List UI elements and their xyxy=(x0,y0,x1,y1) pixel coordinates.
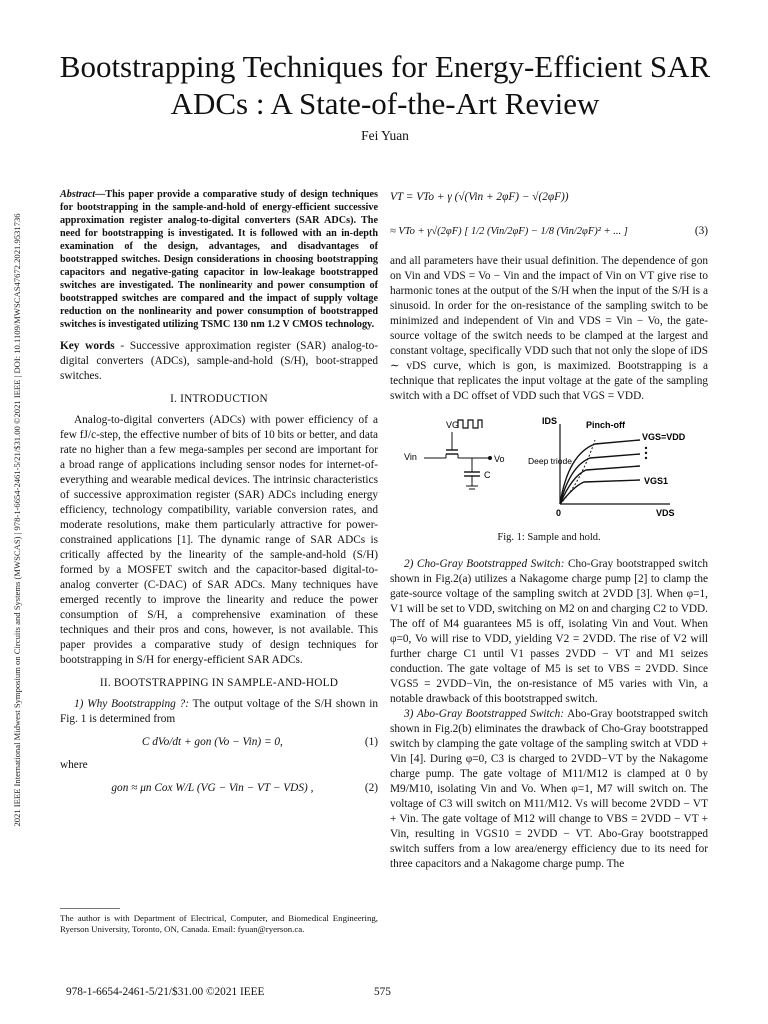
why-bootstrapping-paragraph xyxy=(60,697,378,727)
origin-label: 0 xyxy=(556,508,562,518)
author: Fei Yuan xyxy=(361,128,409,143)
paper-title xyxy=(40,48,730,122)
ids-axis-label: IDS xyxy=(542,416,558,426)
vg-label: VG xyxy=(446,420,460,430)
title-line-1: Bootstrapping Techniques for Energy-Efficient SAR xyxy=(59,49,711,84)
abo-gray-subhead: 3) Abo-Gray Bootstrapped Switch: xyxy=(404,708,565,720)
footer-copyright: 978-1-6654-2461-5/21/$31.00 ©2021 IEEE xyxy=(66,986,265,998)
iv-curve-3 xyxy=(560,466,640,504)
title-line-2: ADCs : A State-of-the-Art Review xyxy=(170,86,600,121)
abstract-lead: Abstract— xyxy=(60,189,106,200)
right-paragraph-1: and all parameters have their usual definition. The dependence of gon on Vin and VDS = Vo − Vin and the impact of Vin on VT give rise to harmonic tones at the output of the S/H when the input of the S/H is a sinusoid. In order for the on-resistance of the sampling switch to be minimized and independent of Vin and VDS = Vin − Vo, the gate-source voltage of the switch needs to be clamped at the largest and constant voltage, specifically VDD such that not only the slope of iDS ∼ vDS curve, which is gon, is maximized. Bootstrapping is a technique that replicates the input voltage at the gate of the sampling switch with a DC offset of VDD such that VGS = VDD. xyxy=(390,255,708,402)
equation-1-number: (1) xyxy=(364,736,378,748)
section-heading-bootstrapping: II. BOOTSTRAPPING IN SAMPLE-AND-HOLD xyxy=(99,677,339,689)
c-label: C xyxy=(484,470,491,480)
equation-2 xyxy=(60,781,378,796)
where-label: where xyxy=(60,759,88,771)
abo-gray-text: Abo-Gray bootstrapped switch shown in Fig.2(b) eliminates the drawback of Cho-Gray bootstrapped switch by clamping the gate voltage of the sampling switch at VDD + Vin [4]. During φ=0, C3 is charged to 2VDD−VT by the Nakagome charge pump. The gate voltage of M11/M12 is clamped at 0 by M9/M10, isolating Vin and Vo. When φ=1, M7 will switch on. The voltage of C3 will switch on M11/M12. Vs will become 2VDD − VT + Vin. The gate voltage of M12 will change to VBS = 2VDD − VT + Vin, resulting in VGS10 = 2VDD − VT. Abo-Gray bootstrapped switch suffers from a low area/energy efficiency due to its need for three capacitors and a Nakagome charge pump. The xyxy=(390,708,708,870)
pinch-off-label: Pinch-off xyxy=(586,420,625,430)
cho-gray-paragraph xyxy=(390,557,708,707)
abstract xyxy=(60,188,378,331)
equation-3-line-2 xyxy=(390,214,708,248)
section-heading-introduction: I. INTRODUCTION xyxy=(170,393,268,405)
iv-curve-1 xyxy=(560,440,640,504)
vgs-vdd-label: VGS=VDD xyxy=(642,432,686,442)
keywords-label: Key words xyxy=(60,340,115,352)
ellipsis-dot-3 xyxy=(645,457,647,459)
figure-1 xyxy=(390,414,708,526)
equation-1 xyxy=(60,735,378,750)
equation-3-line-1 xyxy=(390,180,708,214)
equation-3-line-2-text: ≈ VTo + γ√(2φF) [ 1/2 (Vin/2φF) − 1/8 (Vin/2φF)² + ... ] xyxy=(390,225,628,237)
keywords xyxy=(60,339,378,384)
figure-1-diagram xyxy=(390,414,708,526)
footnote-rule xyxy=(60,908,120,909)
equation-3 xyxy=(390,180,708,248)
left-column xyxy=(60,188,378,804)
why-bootstrapping-text: The output voltage of the S/H shown in Fig. 1 is determined from xyxy=(60,698,378,725)
ellipsis-dot-1 xyxy=(645,447,647,449)
iv-curve-2 xyxy=(560,454,640,504)
equation-3-line-1-text: VT = VTo + γ (√(Vin + 2φF) − √(2φF)) xyxy=(390,190,569,203)
intro-paragraph: Analog-to-digital converters (ADCs) with power efficiency of a few fJ/c-step, the effective number of bits of 10 bits or better, and data rate no higher than a few mega-samples per second are important for a broad range of applications including sensor nodes for internet-of-everything and wearable medical devices. The intrinsic characteristics of successive approximation register (SAR) ADCs including energy efficiency, technology compatibility, variable conversion rates, and moderate resolutions, make them particularly attractive for power-constrained applications [1]. The dynamic range of SAR ADCs is critically affected by the linearity of the sample-and-hold (S/H) formed by a MOSFET switch and the capacitor-based digital-to-analog converter (C-DAC) of SAR ADCs. Many techniques have emerged recently to improve the linearity and reduce the power consumption of S/H, a comprehensive examination of these techniques and their pros and cons, however, is not available. This paper provides a comparative study of design techniques for bootstrapping in S/H for energy-efficient SAR ADCs. xyxy=(60,414,378,666)
vds-axis-label: VDS xyxy=(656,508,675,518)
vo-label: Vo xyxy=(494,454,505,464)
output-node xyxy=(488,456,492,460)
iv-curve-4 xyxy=(560,480,640,504)
cho-gray-text: Cho-Gray bootstrapped switch shown in Fig.2(a) utilizes a Nakagome charge pump [2] to clamp the gate-source voltage of the sampling switch at 2VDD [3]. When φ=1, V1 will be set to VDD, switching on M2 on and charging C2 to VDD. The off of M4 guarantees M5 is off, isolating Vin and Vout. When φ=0, Vo will rise to VDD, yielding V2 = 2VDD. The rise of V2 will further charge C1 until V1 passes 2VDD − VT and M1 seizes conduction. The gate voltage of M5 is set to VBS = 2VDD. Since VGS5 = 2VDD−Vin, the on-resistance of M5 varies with Vin, a notable drawback of this bootstrapped switch. xyxy=(390,558,708,705)
figure-1-caption: Fig. 1: Sample and hold. xyxy=(497,532,601,543)
equation-2-number: (2) xyxy=(364,782,378,794)
vin-label: Vin xyxy=(404,452,417,462)
equation-1-math: C dVo/dt + gon (Vo − Vin) = 0, xyxy=(141,736,283,748)
side-strip-citation xyxy=(2,140,32,900)
footnote-text: The author is with Department of Electrical, Computer, and Biomedical Engineering, Ryerson University, Toronto, ON, Canada. Email: fyuan@ryerson.ca. xyxy=(60,913,378,934)
clock-waveform-icon xyxy=(458,420,482,428)
side-strip-text: 2021 IEEE International Midwest Symposium on Circuits and Systems (MWSCAS) | 978-1-6654-2461-5/21/$31.00 ©2021 IEEE | DOI: 10.1109/MWSCAS47672.2021.9531736 xyxy=(12,213,22,827)
ellipsis-dot-2 xyxy=(645,452,647,454)
vgs1-label: VGS1 xyxy=(644,476,669,486)
right-column xyxy=(390,180,708,872)
footnote xyxy=(60,908,378,935)
page-number: 575 xyxy=(374,986,391,998)
abo-gray-paragraph xyxy=(390,707,708,872)
abstract-text: This paper provide a comparative study of design techniques for bootstrapping in the sample-and-hold of energy-efficient successive approximation register analog-to-digital converters (SAR ADCs). The need for bootstrapping is investigated. It is followed with an in-depth examination of the design, advantages, and disadvantages of bootstrapped switches. Design considerations in choosing bootstrapping capacitors and negative-gating capacitor in low-leakage bootstrapped switches are investigated. The nonlinearity and power consumption of bootstrapped switches are compared and the impact of supply voltage reduction on the nonlinearity and power consumption of bootstrapped switches is investigated utilizing TSMC 130 nm 1.2 V CMOS technology. xyxy=(60,189,378,330)
why-bootstrapping-subhead: 1) Why Bootstrapping ?: xyxy=(74,698,189,710)
cho-gray-subhead: 2) Cho-Gray Bootstrapped Switch: xyxy=(404,558,565,570)
equation-3-number: (3) xyxy=(694,224,708,237)
deep-triode-label: Deep triode xyxy=(528,456,572,466)
keywords-text: - Successive approximation register (SAR) analog-to-digital converters (ADCs), sample-and-hold (S/H), boot-strapped switches. xyxy=(60,340,378,382)
equation-2-math: gon ≈ μn Cox W/L (VG − Vin − VT − VDS) , xyxy=(111,782,314,794)
